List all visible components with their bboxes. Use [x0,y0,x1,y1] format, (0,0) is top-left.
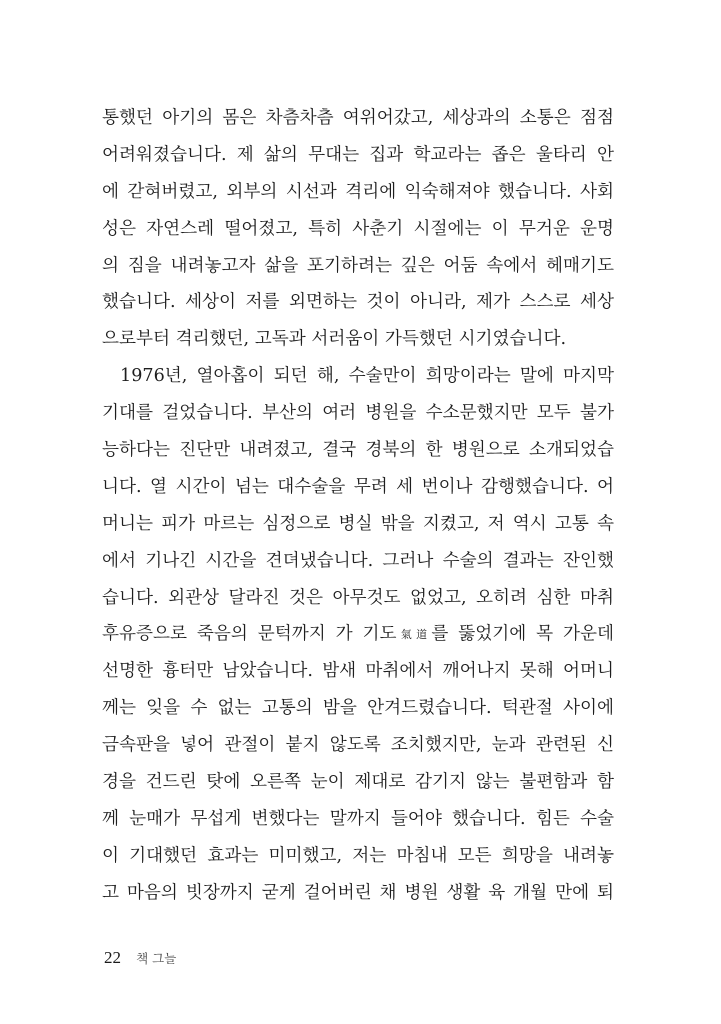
text-line: 기대를 걸었습니다. 부산의 여러 병원을 수소문했지만 모두 불가 [102,403,614,424]
page-number: 22 [104,948,121,967]
paragraph-start-line: 1976년, 열아홉이 되던 해, 수술만이 희망이라는 말에 마지막 [120,366,614,387]
text-line: 했습니다. 세상이 저를 외면하는 것이 아니라, 제가 스스로 세상 [102,292,614,313]
text-line: 께 눈매가 무섭게 변했다는 말까지 들어야 했습니다. 힘든 수술 [102,808,614,829]
text-line: 능하다는 진단만 내려졌고, 결국 경북의 한 병원으로 소개되었습 [102,440,614,461]
text-line: 의 짐을 내려놓고자 삶을 포기하려는 깊은 어둠 속에서 헤매기도 [102,255,614,276]
page-footer [104,944,176,972]
text-segment: 후유증으로 죽음의 문턱까지 가 기도 [102,624,397,645]
text-line: 어려워졌습니다. 제 삶의 무대는 집과 학교라는 좁은 울타리 안 [102,144,614,165]
text-line: 머니는 피가 마르는 심정으로 병실 밖을 지켰고, 저 역시 고통 속 [102,513,614,534]
text-line: 에 갇혀버렸고, 외부의 시선과 격리에 익숙해져야 했습니다. 사회 [102,181,614,202]
hanja-annotation: 氣道 [396,628,432,642]
text-line: 선명한 흉터만 남았습니다. 밤새 마취에서 깨어나지 못해 어머니 [102,661,614,682]
text-line: 이 기대했던 효과는 미미했고, 저는 마침내 모든 희망을 내려놓 [102,845,614,866]
text-line-with-hanja [102,616,614,653]
paragraph-end-line: 으로부터 격리했던, 고독과 서러움이 가득했던 시기였습니다. [102,329,567,350]
text-line: 금속판을 넣어 관절이 붙지 않도록 조치했지만, 눈과 관련된 신 [102,735,614,756]
text-line: 습니다. 외관상 달라진 것은 아무것도 없었고, 오히려 심한 마취 [102,587,614,608]
text-line: 니다. 열 시간이 넘는 대수술을 무려 세 번이나 감행했습니다. 어 [102,476,614,497]
book-title: 책 그늘 [136,951,177,966]
text-line: 통했던 아기의 몸은 차츰차츰 여위어갔고, 세상과의 소통은 점점 [102,108,614,128]
text-line: 께는 잊을 수 없는 고통의 밤을 안겨드렸습니다. 턱관절 사이에 [102,698,614,719]
text-line: 경을 건드린 탓에 오른쪽 눈이 제대로 감기지 않는 불편함과 함 [102,772,614,793]
text-line: 성은 자연스레 떨어졌고, 특히 사춘기 시절에는 이 무거운 운명 [102,218,614,239]
text-line: 고 마음의 빗장까지 굳게 걸어버린 채 병원 생활 육 개월 만에 퇴 [102,882,614,903]
text-line: 에서 기나긴 시간을 견뎌냈습니다. 그러나 수술의 결과는 잔인했 [102,550,614,571]
text-segment: 를 뚫었기에 목 가운데 [431,624,614,645]
body-text [102,100,614,912]
